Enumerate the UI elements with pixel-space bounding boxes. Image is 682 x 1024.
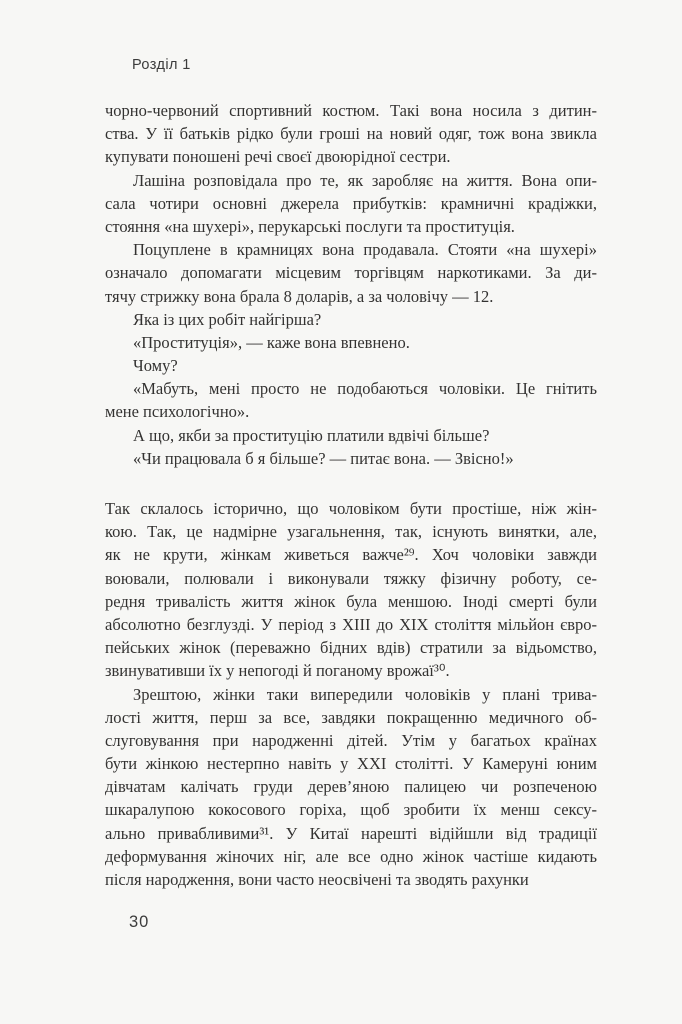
paragraph [105, 99, 597, 169]
text-line: чорно-червоний спортивний костюм. Такі вона носила з дитин- [105, 101, 597, 120]
text-line: означало допомагати місцевим торгівцям наркотиками. За ди- [105, 263, 597, 283]
text-line: бути жінкою нестерпно навіть у XXI столітті. У Камеруні юним [105, 754, 597, 774]
text-line: ства. У її батьків рідко були гроші на новий одяг, тож вона звикла [105, 124, 597, 144]
text-line: «Мабуть, мені просто не подобаються чоловіки. Це гнітить [133, 379, 597, 399]
text-line: дівчатам калічать груди дерев’яною палицею чи розпеченою [105, 777, 597, 797]
paragraph [105, 331, 597, 354]
text-line: лості життя, перш за все, завдяки покращенню медичного об- [105, 707, 597, 727]
text-line: Чому? [133, 356, 178, 376]
text-line: «Чи працювала б я більше? — питає вона. — Звісно!» [133, 448, 514, 468]
paragraph [105, 683, 597, 892]
text-line: ально привабливими³¹. У Китаї нарешті відійшли від традиції [105, 823, 597, 843]
text-line: деформування жіночих ніг, але все одно жінок частіше кидають [105, 846, 597, 866]
text-line: купувати поношені речі своєї двоюрідної сестри. [105, 147, 451, 167]
text-line: «Проституція», — каже вона впевнено. [133, 332, 410, 352]
paragraph [105, 377, 597, 423]
text-line: Поцуплене в крамницях вона продавала. Стояти «на шухері» [133, 240, 597, 260]
text-line: як не крути, жінкам живеться важче²⁹. Хоч чоловіки завжди [105, 545, 597, 565]
text-line: звинувативши їх у непогоді й поганому врожаї³⁰. [105, 661, 450, 681]
chapter-header: Розділ 1 [132, 57, 191, 73]
paragraph [105, 424, 597, 447]
text-line: абсолютно безглузді. У період з XIII до XIX століття мільйон євро- [105, 614, 597, 634]
text-line: Яка із цих робіт найгірша? [133, 309, 322, 329]
text-line: слуговування при народженні дітей. Утім у багатьох країнах [105, 730, 597, 750]
page-number: 30 [129, 913, 150, 931]
text-line: після народження, вони часто неосвічені та зводять рахунки [105, 870, 529, 889]
text-line: сала чотири основні джерела прибутків: крамничні крадіжки, [105, 193, 597, 213]
text-line: воювали, полювали і виконували тяжку фізичну роботу, се- [105, 568, 597, 588]
text-line: кою. Так, це надмірне узагальнення, так, існують винятки, але, [105, 522, 597, 542]
text-line: стояння «на шухері», перукарські послуги та проституція. [105, 216, 515, 236]
paragraph [105, 308, 597, 331]
text-line: пейських жінок (переважно бідних вдів) стратили за відьомство, [105, 638, 597, 658]
paragraph [105, 354, 597, 377]
text-line: редня тривалість життя жінок була меншою. Іноді смерті були [105, 591, 597, 611]
text-line: тячу стрижку вона брала 8 доларів, а за чоловічу — 12. [105, 286, 494, 306]
section-history [105, 497, 597, 891]
paragraph [105, 447, 597, 470]
section-dialogue [105, 99, 597, 470]
text-line: Так склалось історично, що чоловіком бути простіше, ніж жін- [105, 499, 597, 518]
text-line: А що, якби за проституцію платили вдвічі більше? [133, 425, 490, 445]
text-line: Зрештою, жінки таки випередили чоловіків у плані трива- [133, 684, 597, 704]
paragraph [105, 169, 597, 239]
paragraph [105, 238, 597, 308]
text-line: шкаралупою кокосового горіха, щоб зробити їх менш сексу- [105, 800, 597, 820]
text-line: мене психологічно». [105, 402, 250, 422]
text-line: Лашіна розповідала про те, як заробляє на життя. Вона опи- [133, 170, 597, 190]
body-text [105, 99, 597, 891]
paragraph [105, 497, 597, 683]
